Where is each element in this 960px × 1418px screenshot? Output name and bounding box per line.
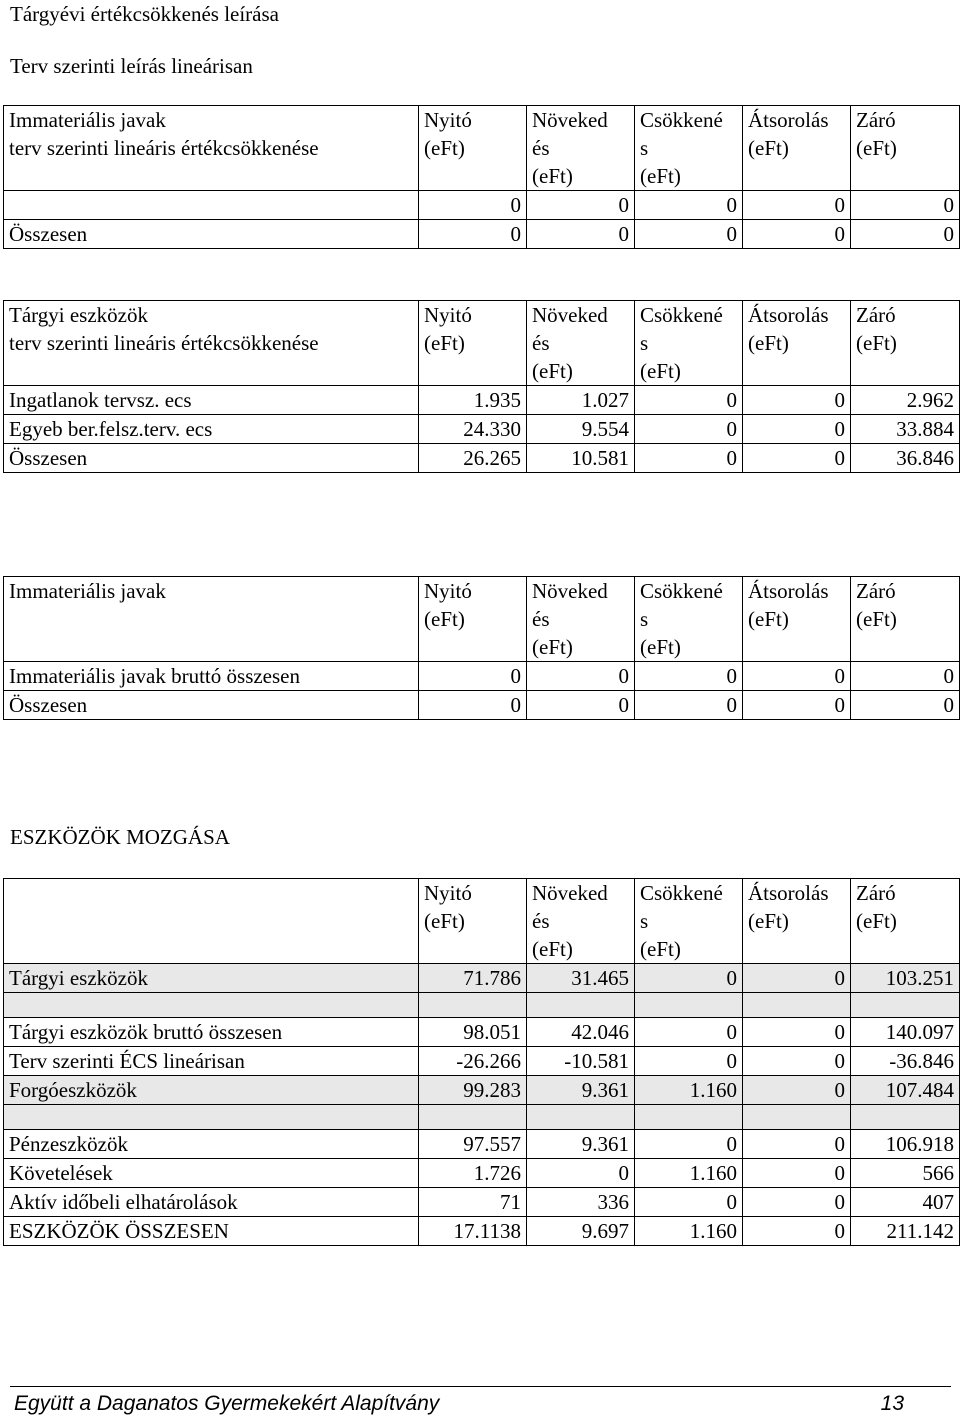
col-header-zaro: Záró (eFt) [851,879,960,964]
col-header-zaro: Záró (eFt) [851,106,960,191]
table-row: Ingatlanok tervsz. ecs 1.935 1.027 0 0 2.962 [4,386,960,415]
col-header-nyito: Nyitó (eFt) [419,879,527,964]
row-label: Összesen [4,220,419,249]
table-row: Tárgyi eszközök 71.786 31.465 0 0 103.251 [4,964,960,993]
col-header-zaro: Záró (eFt) [851,577,960,662]
table-header-row [4,301,960,386]
col-header-csokkenes: Csökkené s (eFt) [635,879,743,964]
table-title-cell [4,879,419,964]
spacer-row [4,1105,960,1130]
immaterial-depreciation-table [3,105,960,249]
table-header-row [4,879,960,964]
row-label: Követelések [4,1159,419,1188]
col-header-nyito: Nyitó (eFt) [419,301,527,386]
section-subheading: Terv szerinti leírás lineárisan [10,54,253,78]
col-header-csokkenes: Csökkené s (eFt) [635,577,743,662]
col-header-atsorolas: Átsorolás (eFt) [743,879,851,964]
col-header-noveked: Növeked és (eFt) [527,879,635,964]
page-footer [14,1390,904,1418]
table-title-cell: Tárgyi eszközök terv szerinti lineáris értékcsökkenése [4,301,419,386]
table-row: Összesen 0 0 0 0 0 [4,691,960,720]
table-title-cell: Immateriális javak terv szerinti lineáris értékcsökkenése [4,106,419,191]
col-header-nyito: Nyitó (eFt) [419,577,527,662]
table-row: ESZKÖZÖK ÖSSZESEN 17.1138 9.697 1.160 0 211.142 [4,1217,960,1246]
table-row: Egyeb ber.felsz.terv. ecs 24.330 9.554 0 0 33.884 [4,415,960,444]
table-row: 0 0 0 0 0 [4,191,960,220]
row-label: Forgóeszközök [4,1076,419,1105]
row-label: Tárgyi eszközök [4,964,419,993]
row-label: Összesen [4,691,419,720]
col-header-atsorolas: Átsorolás (eFt) [743,577,851,662]
table-row: Követelések 1.726 0 1.160 0 566 [4,1159,960,1188]
row-label: Pénzeszközök [4,1130,419,1159]
footer-organization: Együtt a Daganatos Gyermekekért Alapítvány [14,1392,440,1415]
page-heading: Tárgyévi értékcsökkenés leírása [10,2,279,26]
col-header-noveked: Növeked és (eFt) [527,301,635,386]
table-row: Aktív időbeli elhatárolások 71 336 0 0 407 [4,1188,960,1217]
table-row: Összesen 0 0 0 0 0 [4,220,960,249]
table-header-row [4,106,960,191]
table-row: Pénzeszközök 97.557 9.361 0 0 106.918 [4,1130,960,1159]
table-header-row [4,577,960,662]
col-header-nyito: Nyitó (eFt) [419,106,527,191]
row-label: Terv szerinti ÉCS lineárisan [4,1047,419,1076]
tangible-depreciation-table [3,300,960,473]
row-label: ESZKÖZÖK ÖSSZESEN [4,1217,419,1246]
row-label: Ingatlanok tervsz. ecs [4,386,419,415]
row-label: Egyeb ber.felsz.terv. ecs [4,415,419,444]
section-title: ESZKÖZÖK MOZGÁSA [10,825,230,849]
row-label: Immateriális javak bruttó összesen [4,662,419,691]
col-header-atsorolas: Átsorolás (eFt) [743,106,851,191]
immaterial-gross-table [3,576,960,720]
table-row: Összesen 26.265 10.581 0 0 36.846 [4,444,960,473]
row-label: Aktív időbeli elhatárolások [4,1188,419,1217]
col-header-atsorolas: Átsorolás (eFt) [743,301,851,386]
table-row: Terv szerinti ÉCS lineárisan -26.266 -10.581 0 0 -36.846 [4,1047,960,1076]
row-label: Tárgyi eszközök bruttó összesen [4,1018,419,1047]
spacer-row [4,993,960,1018]
table-row: Tárgyi eszközök bruttó összesen 98.051 42.046 0 0 140.097 [4,1018,960,1047]
footer-divider [10,1386,951,1387]
asset-movements-table [3,878,960,1246]
row-label [4,191,419,220]
page-number: 13 [880,1392,904,1415]
table-title-cell: Immateriális javak [4,577,419,662]
col-header-zaro: Záró (eFt) [851,301,960,386]
col-header-csokkenes: Csökkené s (eFt) [635,106,743,191]
col-header-noveked: Növeked és (eFt) [527,577,635,662]
col-header-csokkenes: Csökkené s (eFt) [635,301,743,386]
row-label: Összesen [4,444,419,473]
table-row: Forgóeszközök 99.283 9.361 1.160 0 107.484 [4,1076,960,1105]
table-row: Immateriális javak bruttó összesen 0 0 0 0 0 [4,662,960,691]
col-header-noveked: Növeked és (eFt) [527,106,635,191]
